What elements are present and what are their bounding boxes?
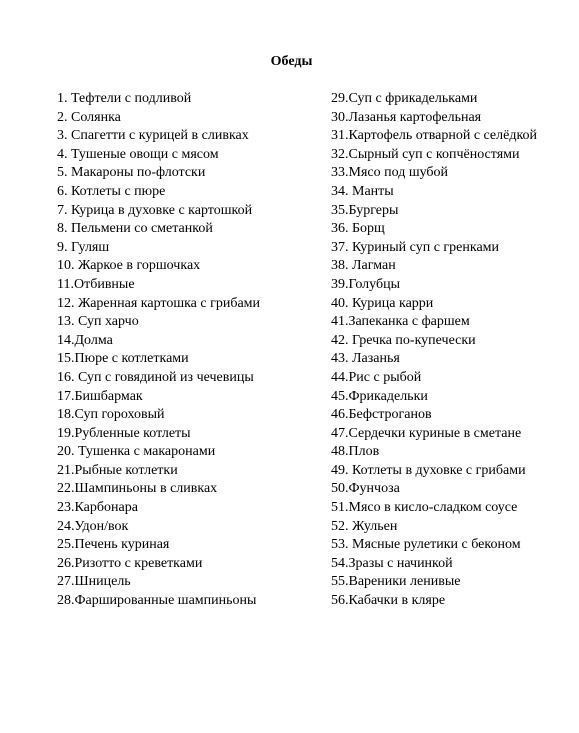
list-item: 35.Бургеры <box>331 202 399 218</box>
list-item: 24.Удон/вок <box>57 518 129 534</box>
list-item: 17.Бишбармак <box>57 388 143 404</box>
list-item: 15.Пюре с котлетками <box>57 351 189 367</box>
list-item: 29.Суп с фрикадельками <box>331 91 478 106</box>
list-item: 12. Жаренная картошка с грибами <box>57 295 261 311</box>
list-item: 22.Шампиньоны в сливках <box>57 481 218 497</box>
lunch-list-left <box>57 90 327 611</box>
list-item: 21.Рыбные котлетки <box>57 462 178 478</box>
list-item: 48.Плов <box>331 444 380 460</box>
list-item: 18.Суп гороховый <box>57 407 165 423</box>
list-item: 44.Рис с рыбой <box>331 369 422 385</box>
list-item: 51.Мясо в кисло-сладком соусе <box>331 500 518 516</box>
list-item: 16. Суп с говядиной из чечевицы <box>57 369 254 385</box>
list-item: 7. Курица в духовке с картошкой <box>57 202 253 218</box>
list-item: 53. Мясные рулетики с беконом <box>331 537 521 553</box>
list-item: 42. Гречка по-купечески <box>331 332 476 348</box>
list-item: 20. Тушенка с макаронами <box>57 444 216 460</box>
list-item: 45.Фрикадельки <box>331 388 428 404</box>
page-title: Обеды <box>270 54 313 69</box>
list-item: 34. Манты <box>331 183 394 199</box>
list-item: 37. Куриный суп с гренками <box>331 239 500 255</box>
list-item: 56.Кабачки в кляре <box>331 593 446 609</box>
list-item: 49. Котлеты в духовке с грибами <box>331 462 526 478</box>
list-item: 26.Ризотто с креветками <box>57 555 203 571</box>
list-item: 3. Спагетти с курицей в сливках <box>57 128 249 144</box>
list-item: 40. Курица карри <box>331 295 434 311</box>
list-item: 10. Жаркое в горшочках <box>57 258 201 274</box>
list-item: 47.Сердечки куриные в сметане <box>331 425 522 441</box>
list-item: 27.Шницель <box>57 574 131 590</box>
list-item: 32.Сырный суп с копчёностями <box>331 146 520 162</box>
list-item: 9. Гуляш <box>57 239 110 255</box>
list-item: 55.Вареники ленивые <box>331 574 461 590</box>
list-item: 11.Отбивные <box>57 276 135 292</box>
list-item: 13. Суп харчо <box>57 314 139 330</box>
list-item: 30.Лазанья картофельная <box>331 109 482 125</box>
list-item: 31.Картофель отварной с селёдкой <box>331 128 538 144</box>
list-item: 36. Борщ <box>331 221 385 237</box>
list-item: 23.Карбонара <box>57 500 138 516</box>
list-item: 1. Тефтели с подливой <box>57 91 192 106</box>
list-item: 33.Мясо под шубой <box>331 165 449 181</box>
list-item: 28.Фаршированные шампиньоны <box>57 593 257 609</box>
list-item: 54.Зразы с начинкой <box>331 555 453 571</box>
list-item: 6. Котлеты с пюре <box>57 183 166 199</box>
list-item: 41.Запеканка с фаршем <box>331 314 470 330</box>
list-item: 19.Рубленные котлеты <box>57 425 191 441</box>
list-item: 5. Макароны по-флотски <box>57 165 206 181</box>
list-item: 39.Голубцы <box>331 276 401 292</box>
list-item: 38. Лагман <box>331 258 396 274</box>
list-item: 8. Пельмени со сметанкой <box>57 221 213 237</box>
list-item: 2. Солянка <box>57 109 121 125</box>
list-item: 43. Лазанья <box>331 351 400 367</box>
lunch-list-right <box>331 90 571 611</box>
list-item: 4. Тушеные овощи с мясом <box>57 146 219 162</box>
list-item: 14.Долма <box>57 332 113 348</box>
list-item: 46.Бефстроганов <box>331 407 432 423</box>
list-item: 50.Фунчоза <box>331 481 400 497</box>
list-item: 52. Жульен <box>331 518 398 534</box>
list-item: 25.Печень куриная <box>57 537 170 553</box>
